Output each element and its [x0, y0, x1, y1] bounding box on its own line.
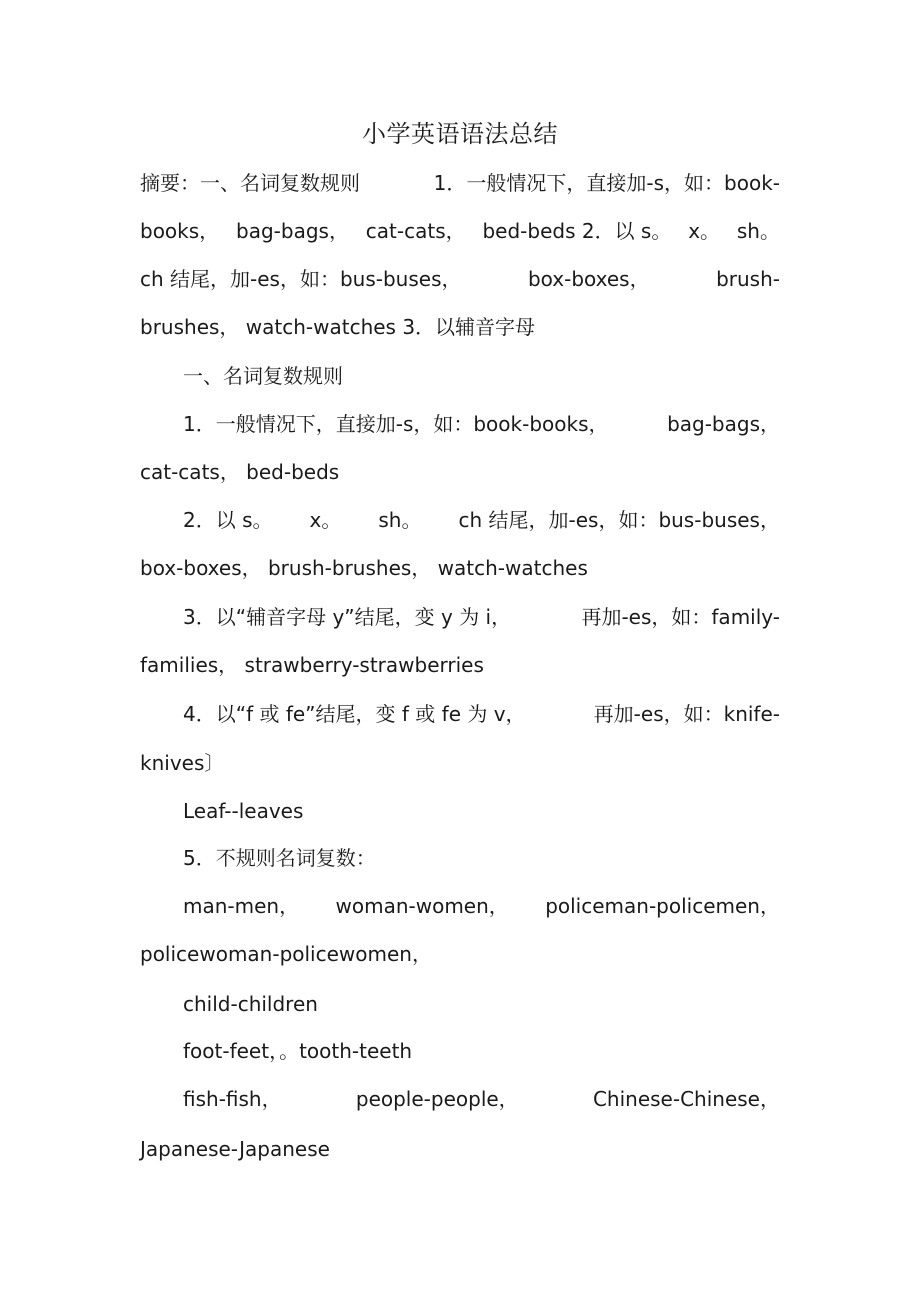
rule-2-line-1 [140, 505, 780, 535]
rule-text: man-men， [183, 894, 300, 918]
rule-2-line-2: box-boxes， brush-brushes， watch-watches [140, 556, 588, 580]
rule-3-line-2: families， strawberry-strawberries [140, 653, 484, 677]
abstract-text: ch 结尾，加-es，如：bus-buses， [140, 267, 462, 291]
section-heading: 一、名词复数规则 [183, 364, 343, 388]
rule-5-line-2: policewoman-policewomen， [140, 942, 432, 966]
abstract-text: bed-beds 2．以 s。 [482, 219, 672, 243]
rule-4-line-3: Leaf--leaves [183, 799, 304, 823]
rule-5-line-1 [140, 891, 780, 921]
abstract-text: cat-cats， [365, 219, 466, 243]
abstract-text: sh。 [736, 219, 780, 243]
rule-text: 3．以“辅音字母 y”结尾，变 y 为 i， [183, 605, 512, 629]
rule-4-line-1 [140, 699, 780, 729]
document-title: 小学英语语法总结 [362, 120, 558, 148]
abstract-text: 1．一般情况下，直接加-s，如：book- [433, 171, 780, 195]
rule-1-line-2: cat-cats， bed-beds [140, 460, 340, 484]
abstract-text: x。 [688, 219, 721, 243]
rule-text: 2．以 s。 [183, 508, 273, 532]
rule-text: Chinese-Chinese， [592, 1087, 780, 1111]
abstract-text: box-boxes， [527, 267, 650, 291]
rule-text: policeman-policemen， [545, 894, 780, 918]
abstract-text: bag-bags， [236, 219, 349, 243]
abstract-text: brush- [716, 267, 780, 291]
abstract-line-2 [140, 216, 780, 246]
rule-5-heading: 5．不规则名词复数： [183, 846, 376, 870]
rule-3-line-1 [140, 602, 780, 632]
rule-5-line-3: child-children [183, 992, 318, 1016]
abstract-text: 摘要：一、名词复数规则 [140, 171, 360, 195]
rule-text: people-people， [355, 1087, 519, 1111]
rule-text: 再加-es，如：knife- [593, 702, 780, 726]
rule-text: fish-fish， [183, 1087, 282, 1111]
rule-text: bag-bags， [667, 412, 780, 436]
rule-5-line-4: foot-feet，。tooth-teeth [183, 1039, 413, 1063]
rule-text: 4．以“f 或 fe”结尾，变 f 或 fe 为 v， [183, 702, 526, 726]
abstract-line-1 [140, 168, 780, 198]
rule-4-line-2: knives〕 [140, 751, 225, 775]
abstract-line-4: brushes， watch-watches 3．以辅音字母 [140, 315, 536, 339]
rule-5-line-5 [140, 1084, 780, 1114]
rule-text: woman-women， [335, 894, 509, 918]
rule-text: 1．一般情况下，直接加-s，如：book-books， [183, 412, 609, 436]
rule-1-line-1 [140, 409, 780, 439]
abstract-line-3 [140, 264, 780, 294]
abstract-text: books， [140, 219, 220, 243]
rule-text: x。 [309, 508, 342, 532]
rule-text: ch 结尾，加-es，如：bus-buses， [458, 508, 780, 532]
rule-text: 再加-es，如：family- [581, 605, 780, 629]
rule-text: sh。 [378, 508, 422, 532]
rule-5-line-6: Japanese-Japanese [140, 1137, 330, 1161]
